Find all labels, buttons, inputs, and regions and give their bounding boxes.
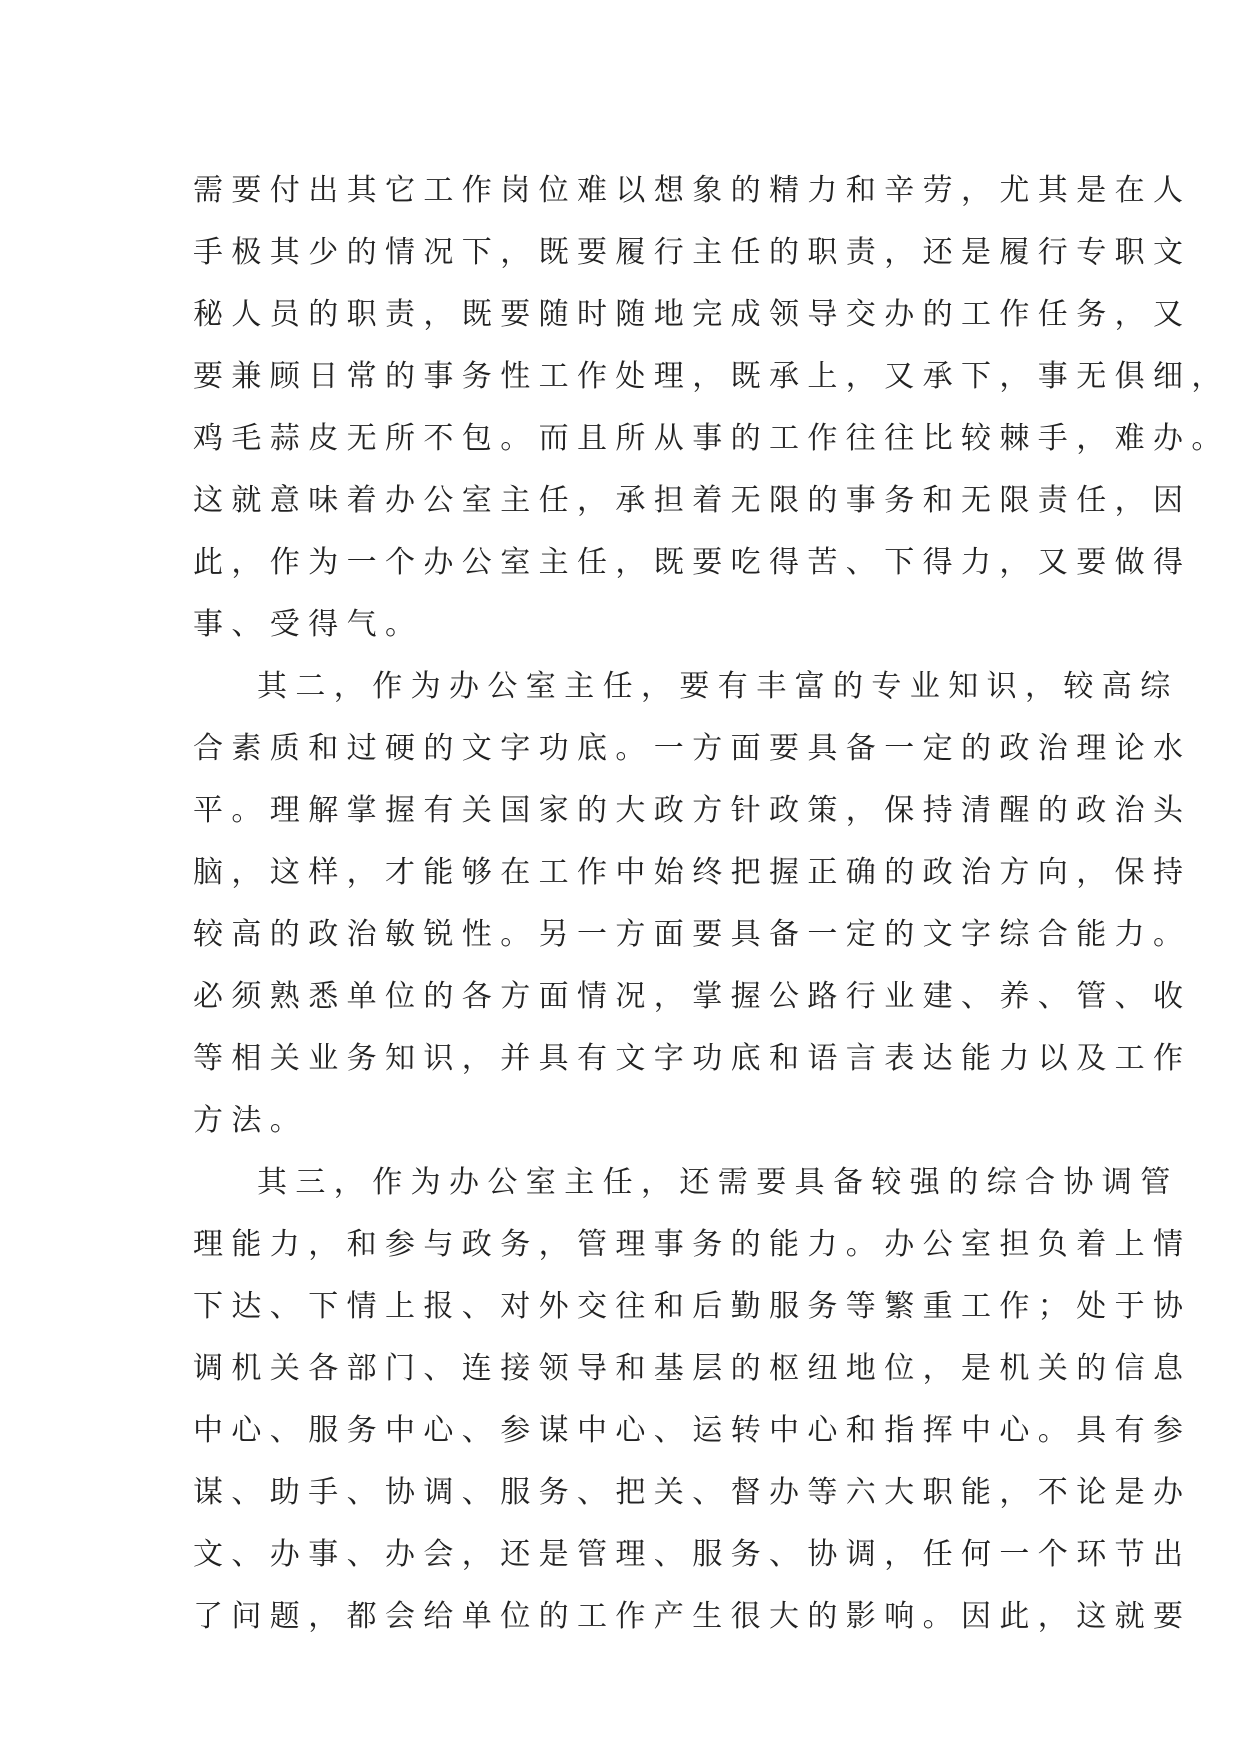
text-line: 较高的政治敏锐性。另一方面要具备一定的文字综合能力。	[193, 917, 1192, 952]
text-line: 方法。	[193, 1103, 309, 1138]
text-line: 合素质和过硬的文字功底。一方面要具备一定的政治理论水	[193, 731, 1192, 766]
text-line: 此，作为一个办公室主任，既要吃得苦、下得力，又要做得	[193, 545, 1192, 580]
text-line: 这就意味着办公室主任，承担着无限的事务和无限责任，因	[193, 483, 1192, 518]
text-line: 手极其少的情况下，既要履行主任的职责，还是履行专职文	[193, 235, 1192, 270]
text-line: 秘人员的职责，既要随时随地完成领导交办的工作任务，又	[193, 297, 1192, 332]
text-line: 下达、下情上报、对外交往和后勤服务等繁重工作；处于协	[193, 1289, 1192, 1324]
text-line: 平。理解掌握有关国家的大政方针政策，保持清醒的政治头	[193, 793, 1192, 828]
text-line: 脑，这样，才能够在工作中始终把握正确的政治方向，保持	[193, 855, 1192, 890]
text-line: 谋、助手、协调、服务、把关、督办等六大职能，不论是办	[193, 1475, 1192, 1510]
text-line: 等相关业务知识，并具有文字功底和语言表达能力以及工作	[193, 1041, 1192, 1076]
text-line: 了问题，都会给单位的工作产生很大的影响。因此，这就要	[193, 1599, 1192, 1634]
text-line: 中心、服务中心、参谋中心、运转中心和指挥中心。具有参	[193, 1413, 1192, 1448]
text-line: 要兼顾日常的事务性工作处理，既承上，又承下，事无俱细，	[193, 359, 1230, 394]
text-line: 文、办事、办会，还是管理、服务、协调，任何一个环节出	[193, 1537, 1192, 1572]
text-line: 理能力，和参与政务，管理事务的能力。办公室担负着上情	[193, 1227, 1192, 1262]
paragraph-start-line: 其三，作为办公室主任，还需要具备较强的综合协调管	[257, 1165, 1179, 1200]
text-line: 事、受得气。	[193, 607, 424, 642]
text-line: 鸡毛蒜皮无所不包。而且所从事的工作往往比较棘手，难办。	[193, 421, 1230, 456]
text-line: 调机关各部门、连接领导和基层的枢纽地位，是机关的信息	[193, 1351, 1192, 1386]
text-line: 必须熟悉单位的各方面情况，掌握公路行业建、养、管、收	[193, 979, 1192, 1014]
body-text	[193, 160, 1230, 1648]
paragraph-start-line: 其二，作为办公室主任，要有丰富的专业知识，较高综	[257, 669, 1179, 704]
text-line: 需要付出其它工作岗位难以想象的精力和辛劳，尤其是在人	[193, 173, 1192, 208]
